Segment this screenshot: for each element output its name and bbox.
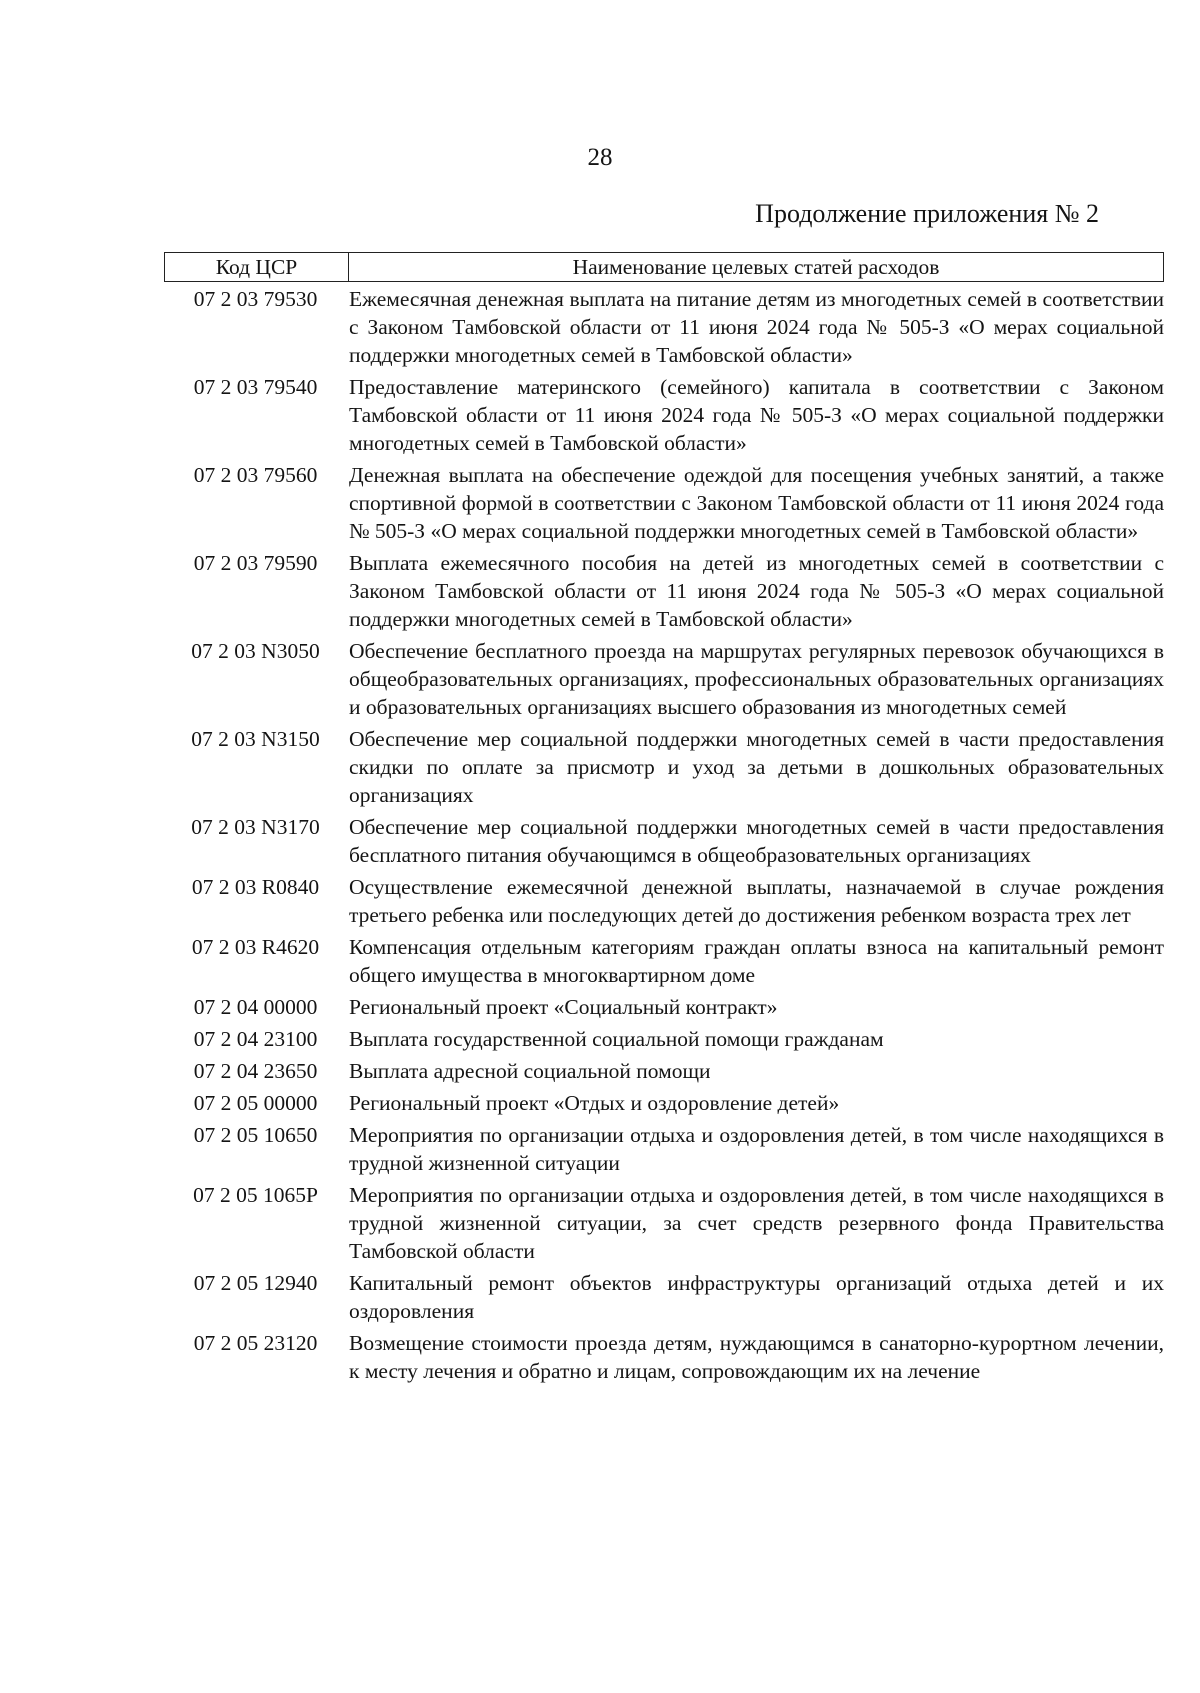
row-code: 07 2 03 R0840 [191,875,320,899]
row-name: Компенсация отдельным категориям граждан оплаты взноса на капитальный ремонт общего имущества в многоквартирном доме [349,935,1164,987]
table-row [164,1089,1164,1117]
header-code: Код ЦСР [165,253,349,281]
row-name: Выплата ежемесячного пособия на детей из многодетных семей в соответствии с Законом Тамбовской области от 11 июня 2024 года № 505-З «О мерах социальной поддержки многодетных семей в Тамбовской области» [349,551,1164,631]
row-name: Предоставление материнского (семейного) капитала в соответствии с Законом Тамбовской области от 11 июня 2024 года № 505-З «О мерах социальной поддержки многодетных семей в Тамбовской области» [349,375,1164,455]
table-row [164,725,1164,809]
row-name: Обеспечение бесплатного проезда на маршрутах регулярных перевозок обучающихся в общеобразовательных организациях, профессиональных образовательных организациях и образовательных организациях высшего образования из многодетных семей [349,639,1164,719]
table-row [164,373,1164,457]
row-name: Обеспечение мер социальной поддержки многодетных семей в части предоставления бесплатного питания обучающимся в общеобразовательных организациях [349,815,1164,867]
row-code: 07 2 05 12940 [193,1271,318,1295]
row-code: 07 2 05 00000 [193,1091,318,1115]
row-code: 07 2 03 79540 [193,375,318,399]
row-code: 07 2 05 23120 [193,1331,318,1355]
row-code: 07 2 05 10650 [193,1123,318,1147]
table-header [164,252,1164,282]
row-name: Обеспечение мер социальной поддержки многодетных семей в части предоставления скидки по оплате за присмотр и уход за детьми в дошкольных образовательных организациях [349,727,1164,807]
table-row [164,637,1164,721]
row-name: Выплата адресной социальной помощи [349,1059,711,1083]
row-name: Выплата государственной социальной помощи гражданам [349,1027,884,1051]
row-name: Мероприятия по организации отдыха и оздоровления детей, в том числе находящихся в трудной жизненной ситуации [349,1123,1164,1175]
table-row [164,1025,1164,1053]
table-row [164,1329,1164,1385]
header-name: Наименование целевых статей расходов [572,255,940,279]
row-code: 07 2 03 79590 [193,551,318,575]
table-row [164,1057,1164,1085]
row-name: Возмещение стоимости проезда детям, нуждающимся в санаторно-курортном лечении, к месту лечения и обратно и лицам, сопровождающим их на лечение [349,1331,1164,1383]
expense-table [164,252,1164,1389]
page-number: 28 [587,144,613,171]
row-name: Осуществление ежемесячной денежной выплаты, назначаемой в случае рождения третьего ребенка или последующих детей до достижения ребенком возраста трех лет [349,875,1164,927]
table-row [164,1121,1164,1177]
row-code: 07 2 04 00000 [193,995,318,1019]
row-name: Мероприятия по организации отдыха и оздоровления детей, в том числе находящихся в трудной жизненной ситуации, за счет средств резервного фонда Правительства Тамбовской области [349,1183,1164,1263]
table-row [164,461,1164,545]
row-name: Региональный проект «Отдых и оздоровление детей» [349,1091,840,1115]
row-code: 07 2 03 R4620 [191,935,320,959]
table-body [164,285,1164,1385]
row-code: 07 2 03 N3170 [191,815,320,839]
row-name: Денежная выплата на обеспечение одеждой для посещения учебных занятий, а также спортивной формой в соответствии с Законом Тамбовской области от 11 июня 2024 года № 505-З «О мерах социальной поддержки многодетных семей в Тамбовской области» [349,463,1164,543]
row-code: 07 2 04 23650 [193,1059,318,1083]
row-code: 07 2 04 23100 [193,1027,318,1051]
row-name: Капитальный ремонт объектов инфраструктуры организаций отдыха детей и их оздоровления [349,1271,1164,1323]
row-code: 07 2 03 N3050 [191,639,320,663]
row-name: Ежемесячная денежная выплата на питание детям из многодетных семей в соответствии с Законом Тамбовской области от 11 июня 2024 года № 505-З «О мерах социальной поддержки многодетных семей в Тамбовской области» [349,287,1164,367]
row-name: Региональный проект «Социальный контракт» [349,995,778,1019]
table-row [164,549,1164,633]
table-row [164,1181,1164,1265]
table-row [164,1269,1164,1325]
table-row [164,933,1164,989]
appendix-title: Продолжение приложения № 2 [755,199,1099,228]
table-row [164,813,1164,869]
table-row [164,285,1164,369]
table-row [164,993,1164,1021]
row-code: 07 2 03 79530 [193,287,318,311]
row-code: 07 2 03 79560 [193,463,318,487]
row-code: 07 2 05 1065Р [193,1183,318,1207]
table-row [164,873,1164,929]
row-code: 07 2 03 N3150 [191,727,320,751]
